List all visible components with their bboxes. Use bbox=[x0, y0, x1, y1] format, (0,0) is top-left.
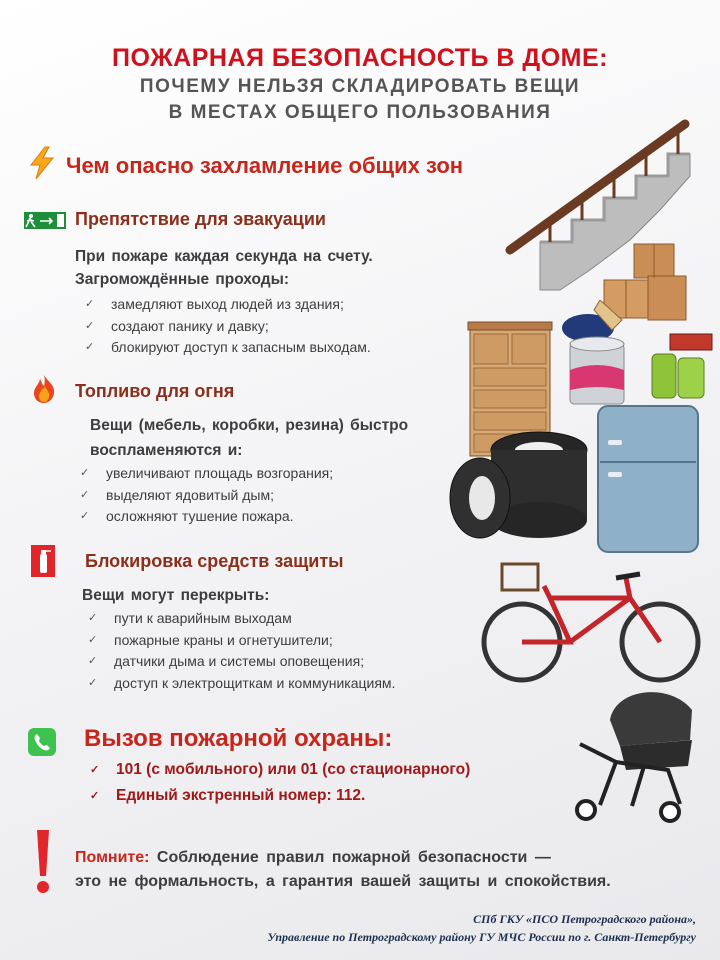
reminder-block bbox=[75, 846, 675, 894]
section-call-title: Вызов пожарной охраны: bbox=[84, 725, 393, 752]
tires-illustration bbox=[444, 428, 594, 548]
stroller-illustration bbox=[560, 680, 710, 830]
section-call-list bbox=[82, 757, 582, 809]
list-item: ✓ 101 (с мобильного) или 01 (со стационарного) bbox=[82, 757, 582, 783]
footer-line-2: Управление по Петроградскому району ГУ МЧС России по г. Санкт-Петербургу bbox=[267, 930, 696, 944]
poster-title: ПОЖАРНАЯ БЕЗОПАСНОСТЬ В ДОМЕ: bbox=[111, 44, 608, 72]
paint-can-illustration bbox=[560, 300, 640, 410]
section-fuel-list bbox=[72, 463, 472, 528]
fire-extinguisher-icon bbox=[31, 545, 55, 577]
reminder-label: Помните: bbox=[75, 849, 150, 866]
list-item: ✓ пожарные краны и огнетушители; bbox=[80, 630, 500, 652]
section-evacuation-list bbox=[77, 294, 477, 359]
list-item: ✓ осложняют тушение пожара. bbox=[72, 506, 472, 528]
list-item: ✓ выделяют ядовитый дым; bbox=[72, 485, 472, 507]
section-protection-text-1: Вещи могут перекрыть: bbox=[82, 587, 270, 604]
section-evacuation-text-1: При пожаре каждая секунда на счету. bbox=[75, 248, 373, 265]
exclamation-icon bbox=[34, 828, 52, 896]
section-fuel-text-2: воспламеняются и: bbox=[90, 442, 243, 459]
section-fuel-title: Топливо для огня bbox=[75, 381, 235, 401]
section-evacuation-text-2: Загромождённые проходы: bbox=[75, 271, 290, 288]
list-item: ✓ блокируют доступ к запасным выходам. bbox=[77, 337, 477, 359]
list-item: ✓ датчики дыма и системы оповещения; bbox=[80, 651, 500, 673]
lightning-icon bbox=[27, 146, 57, 180]
bicycle-illustration bbox=[480, 558, 705, 688]
list-item: ✓ доступ к электрощиткам и коммуникациям. bbox=[80, 673, 500, 695]
list-item: ✓ пути к аварийным выходам bbox=[80, 608, 500, 630]
reminder-text-1: Соблюдение правил пожарной безопасности — bbox=[156, 849, 551, 866]
list-item: ✓ создают панику и давку; bbox=[77, 316, 477, 338]
poster-subtitle-line1: ПОЧЕМУ НЕЛЬЗЯ СКЛАДИРОВАТЬ ВЕЩИ bbox=[139, 76, 581, 97]
refrigerator-illustration bbox=[596, 404, 700, 554]
emergency-exit-icon bbox=[24, 212, 66, 229]
list-item: ✓ увеличивают площадь возгорания; bbox=[72, 463, 472, 485]
jars-illustration bbox=[650, 330, 720, 405]
phone-icon bbox=[28, 728, 56, 756]
fire-icon bbox=[30, 374, 58, 404]
poster-subtitle-line2: В МЕСТАХ ОБЩЕГО ПОЛЬЗОВАНИЯ bbox=[168, 102, 552, 123]
list-item: ✓ замедляют выход людей из здания; bbox=[77, 294, 477, 316]
subheading: Чем опасно захламление общих зон bbox=[66, 153, 464, 178]
footer-line-1: СПб ГКУ «ПСО Петроградского района», bbox=[473, 912, 696, 926]
section-protection-title: Блокировка средств защиты bbox=[85, 551, 344, 571]
reminder-line-1 bbox=[75, 846, 675, 870]
list-item: ✓ Единый экстренный номер: 112. bbox=[82, 783, 582, 809]
section-evacuation-title: Препятствие для эвакуации bbox=[75, 209, 326, 229]
reminder-text-2: это не формальность, а гарантия вашей защиты и спокойствия. bbox=[75, 873, 611, 890]
section-protection-list bbox=[80, 608, 500, 694]
section-fuel-text-1: Вещи (мебель, коробки, резина) быстро bbox=[90, 417, 409, 434]
